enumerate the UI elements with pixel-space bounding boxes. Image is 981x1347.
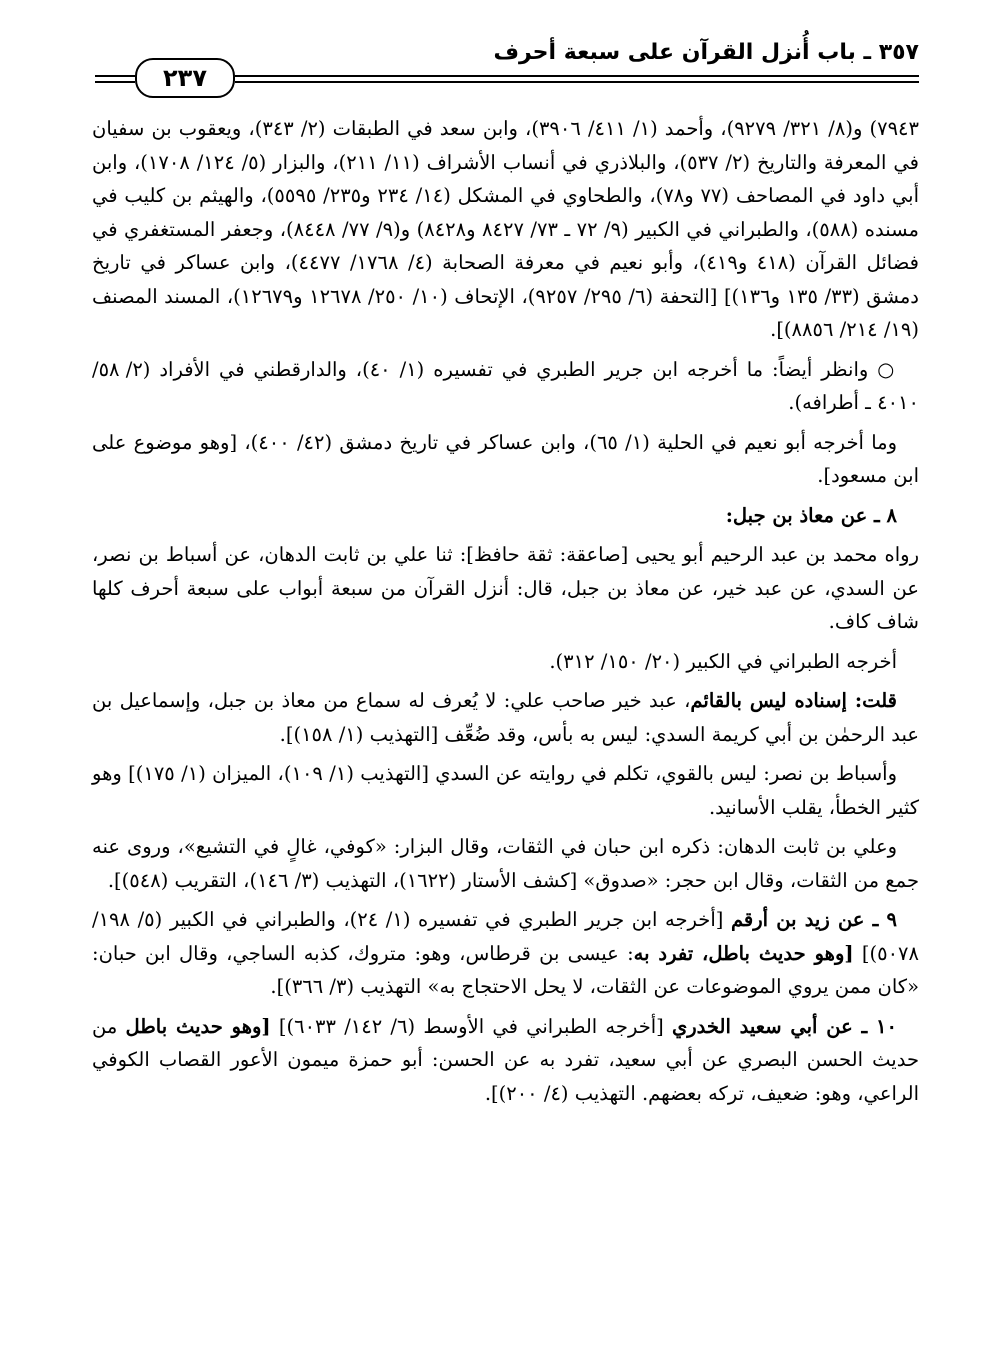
header-rule <box>95 75 135 77</box>
paragraph-see-also: ○ وانظر أيضاً: ما أخرجه ابن جرير الطبري في تفسيره (١/ ٤٠)، والدارقطني في الأفراد (٢/ ٥٨/ ٤٠١٠ ـ أطرافه). <box>92 357 919 414</box>
header-rule <box>235 75 919 77</box>
header-rule <box>95 81 135 83</box>
zayd-text: : عيسى بن قرطاس، وهو: متروك، كذبه الساجي، وقال ابن حبان: «كان ممن يروي الموضوعات عن الثقات، لا يحل الاحتجاج به» التهذيب (٣/ ٣٦٦)]. <box>92 941 919 998</box>
paragraph-zayd <box>92 903 919 1004</box>
paragraph-hilya: وما أخرجه أبو نعيم في الحلية (١/ ٦٥)، وابن عساكر في تاريخ دمشق (٤٢/ ٤٠٠)، [وهو موضوع على ابن مسعود]. <box>92 430 919 487</box>
section-heading-muadh: ٨ ـ عن معاذ بن جبل: <box>725 503 897 527</box>
page-header <box>95 30 919 92</box>
abu-said-heading: ١٠ ـ عن أبي سعيد الخدري <box>672 1014 897 1038</box>
zayd-verdict: [وهو حديث باطل، تفرد به <box>633 941 854 965</box>
abu-said-verdict: [وهو حديث باطل <box>125 1014 271 1038</box>
comment-verdict: إسناده ليس بالقائم <box>690 689 847 712</box>
zayd-source: [أخرجه ابن جرير الطبري في تفسيره (١/ ٢٤)، والطبراني في الكبير (٥/ ١٩٨/ ٥٠٧٨)] <box>92 908 919 965</box>
chapter-title: ٣٥٧ ـ باب أُنزل القرآن على سبعة أحرف <box>493 40 919 65</box>
comment-text: ، عبد خير صاحب علي: لا يُعرف له سماع من معاذ بن جبل، وإسماعيل بن عبد الرحمٰن بن أبي كريمة السدي: ليس به بأس، وقد ضُعِّف [التهذيب (١/ ١٥٨)]. <box>92 689 919 746</box>
paragraph-ali: وعلي بن ثابت الدهان: ذكره ابن حبان في الثقات، وقال البزار: «كوفي، غالٍ في التشيع»، وروى عنه جمع من الثقات، وقال ابن حجر: «صدوق» [كشف الأستار (١٦٢٢)، التهذيب (٣/ ١٤٦)، التقريب (٥٤٨)]. <box>92 835 919 892</box>
page-number: ٢٣٧ <box>135 58 235 98</box>
zayd-heading: ٩ ـ عن زيد بن أرقم <box>730 908 897 931</box>
comment-lead: قلت: <box>846 689 897 712</box>
paragraph-takhrij: أخرجه الطبراني في الكبير (٢٠/ ١٥٠/ ٣١٢). <box>549 649 897 673</box>
paragraph-comment <box>92 684 919 751</box>
abu-said-text: من حديث الحسن البصري عن أبي سعيد، تفرد به عن الحسن: أبو حمزة ميمون الأعور القصاب الكوفي الراعي، وهو: ضعيف، تركه بعضهم. التهذيب (٤/ ٢٠٠)]. <box>92 1014 919 1105</box>
paragraph-abu-said <box>92 1010 919 1111</box>
paragraph-asbat: وأسباط بن نصر: ليس بالقوي، تكلم في روايته عن السدي [التهذيب (١/ ١٠٩)، الميزان (١/ ١٧٥)] وهو كثير الخطأ، يقلب الأسانيد. <box>92 762 919 819</box>
paragraph-narration: رواه محمد بن عبد الرحيم أبو يحيى [صاعقة: ثقة حافظ]: ثنا علي بن ثابت الدهان، عن أسباط بن نصر، عن السدي، عن عبد خير، عن معاذ بن جبل، قال: أنزل القرآن من سبعة أبواب على سبعة أحرف كلها شاف كاف. <box>92 543 919 633</box>
page-body <box>92 112 919 1116</box>
paragraph-citations: ٧٩٤٣) و(٨/ ٣٢١/ ٩٢٧٩)، وأحمد (١/ ٤١١/ ٣٩٠٦)، وابن سعد في الطبقات (٢/ ٣٤٣)، ويعقوب بن سفيان في المعرفة والتاريخ (٢/ ٥٣٧)، والبلاذري في أنساب الأشراف (١١/ ٢١١)، والبزار (٥/ ١٢٤/ ١٧٠٨)، وابن أبي داود في المصاحف (٧٧ و٧٨)، والطحاوي في المشكل (١٤/ ٢٣٤ و٢٣٥/ ٥٥٩٥)، والهيثم بن كليب في مسنده (٥٨٨)، والطبراني في الكبير (٩/ ٧٢ ـ ٧٣/ ٨٤٢٧ و٨٤٢٨) و(٩/ ٧٧/ ٨٤٤٨)، وجعفر المستغفري في فضائل القرآن (٤١٨ و٤١٩)، وأبو نعيم في معرفة الصحابة (٤/ ١٧٦٨/ ٤٤٧٧)، وابن عساكر في تاريخ دمشق (٣٣/ ١٣٥ و١٣٦)] [التحفة (٦/ ٢٩٥/ ٩٢٥٧)، الإتحاف (١٠/ ٢٥٠/ ١٢٦٧٨ و١٢٦٧٩)، المسند المصنف (١٩/ ٢١٤/ ٨٨٥٦)]. <box>92 117 919 341</box>
abu-said-source: [أخرجه الطبراني في الأوسط (٦/ ١٤٢/ ٦٠٣٣)] <box>270 1014 672 1038</box>
header-rule <box>235 81 919 83</box>
